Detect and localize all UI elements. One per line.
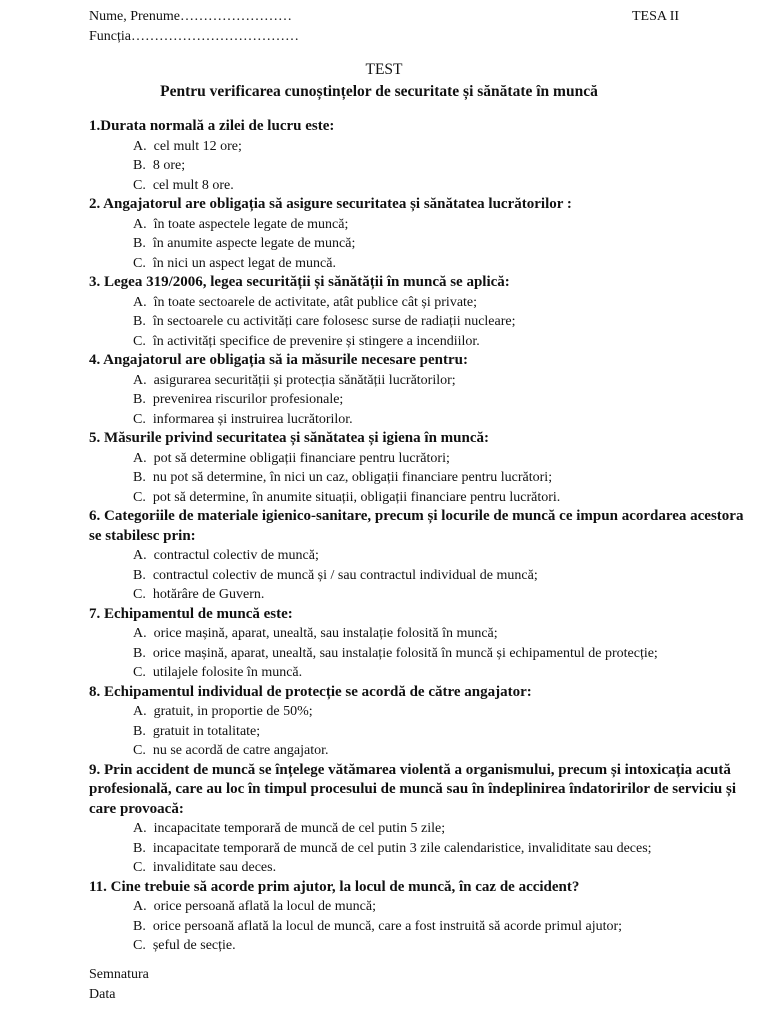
option-letter: B. [133,567,146,583]
option-text: nu pot să determine, în nici un caz, obligații financiare pentru lucrători; [152,470,553,485]
option-letter: C. [133,587,146,602]
option-text: în sectoarele cu activități care folosesc surse de radiații nucleare; [152,314,516,329]
option-text: în anumite aspecte legate de muncă; [152,236,356,251]
option-letter: A. [133,548,147,563]
option-text: nu se acordă de catre angajator. [152,743,329,758]
option-letter: A. [133,821,147,836]
option-text: contractul colectiv de muncă și / sau contractul individual de muncă; [152,567,538,583]
question-block [89,351,754,429]
question-text: 7. Echipamentul de muncă este: [89,605,293,622]
question-text: 5. Măsurile privind securitatea și sănătatea și igiena în muncă: [89,430,489,446]
option-text: 8 ore; [152,158,186,173]
date-label: Data [89,987,116,1002]
question-text: 11. Cine trebuie să acorde prim ajutor, la locul de muncă, în caz de accident? [89,878,580,895]
option-letter: B. [133,236,146,251]
answer-option [133,663,754,683]
answer-option [133,566,754,586]
option-letter: A. [133,294,147,310]
option-letter: B. [133,158,146,173]
question-block [89,429,754,507]
option-letter: C. [133,177,146,193]
option-text: orice mașină, aparat, unealtă, sau instalație folosită în muncă; [153,626,498,641]
option-letter: A. [133,372,147,388]
option-text: invaliditate sau deces. [152,860,277,875]
question-list [89,117,754,956]
option-text: incapacitate temporară de muncă de cel putin 5 zile; [153,821,446,836]
option-letter: C. [133,743,146,758]
option-text: pot să determine, în anumite situații, obligații financiare pentru lucrători. [152,489,561,505]
option-text: gratuit, in proportie de 50%; [153,704,313,719]
option-text: în nici un aspect legat de muncă. [152,255,336,271]
option-letter: A. [133,216,147,232]
question-block [89,683,754,761]
option-text: incapacitate temporară de muncă de cel putin 3 zile calendaristice, invaliditate sau deces; [152,840,652,856]
answer-option [133,390,754,410]
question-block [89,117,754,195]
name-field-line: Nume, Prenume…………………… [89,9,292,24]
option-letter: C. [133,938,146,953]
question-text: 9. Prin accident de muncă se înțelege vătămarea violentă a organismului, precum și intoxicația acută profesională, care au loc în timpul procesului de muncă sau în îndeplinirea îndatoririlor de serviciu și care provoacă: [89,761,736,817]
answer-option [133,722,754,742]
option-letter: B. [133,840,146,856]
answer-option [133,468,754,488]
option-text: șeful de secție. [152,938,236,953]
answer-option [133,156,754,176]
question-text: 2. Angajatorul are obligația să asigure securitatea și sănătatea lucrătorilor : [89,196,572,212]
answer-option [133,410,754,430]
question-block [89,195,754,273]
answer-option [133,215,754,235]
option-letter: A. [133,138,147,154]
option-letter: A. [133,704,147,719]
answer-option [133,644,754,664]
answer-option [133,858,754,878]
option-text: pot să determine obligații financiare pentru lucrători; [153,450,450,466]
answer-option [133,254,754,274]
option-text: orice persoană aflată la locul de muncă, care a fost instruită să acorde primul ajutor; [152,918,623,934]
signature-label: Semnatura [89,967,149,982]
option-text: asigurarea securității și protecția sănătății lucrătorilor; [153,372,456,388]
option-letter: C. [133,489,146,505]
answer-option [133,702,754,722]
question-text: 1.Durata normală a zilei de lucru este: [89,118,335,134]
question-text: 4. Angajatorul are obligația să ia măsurile necesare pentru: [89,352,468,368]
option-text: orice mașină, aparat, unealtă, sau instalație folosită în muncă și echipamentul de protecție; [152,645,658,661]
answer-option [133,585,754,605]
answer-option [133,917,754,937]
option-letter: A. [133,450,147,466]
option-text: cel mult 12 ore; [153,138,242,154]
answer-option [133,234,754,254]
answer-option [133,897,754,917]
question-text: 3. Legea 319/2006, legea securității și sănătății în muncă se aplică: [89,274,510,290]
option-letter: B. [133,392,146,407]
answer-option [133,293,754,313]
option-letter: B. [133,723,146,739]
question-block [89,507,754,605]
answer-option [133,488,754,508]
option-text: orice persoană aflată la locul de muncă; [153,899,376,914]
option-letter: C. [133,255,146,271]
option-text: contractul colectiv de muncă; [153,548,319,563]
answer-option [133,312,754,332]
option-text: în toate aspectele legate de muncă; [153,216,349,232]
option-text: hotărâre de Guvern. [152,587,265,602]
answer-option [133,176,754,196]
answer-option [133,371,754,391]
question-block [89,761,754,878]
answer-option [133,819,754,839]
option-letter: C. [133,333,146,349]
option-letter: C. [133,665,146,680]
option-text: în toate sectoarele de activitate, atât publice cât și private; [153,294,478,310]
answer-option [133,839,754,859]
answer-option [133,332,754,352]
option-text: gratuit in totalitate; [152,723,261,739]
option-text: cel mult 8 ore. [152,177,234,193]
document-title: TEST [365,61,403,78]
question-text: 6. Categoriile de materiale igienico-sanitare, precum și locurile de muncă ce impun acordarea acestora se stabilesc prin: [89,508,744,544]
option-letter: C. [133,411,146,427]
answer-option [133,546,754,566]
option-letter: B. [133,470,146,485]
answer-option [133,137,754,157]
answer-option [133,936,754,956]
answer-option [133,449,754,469]
series-label: TESA II [632,9,680,24]
option-letter: A. [133,626,147,641]
option-letter: C. [133,860,146,875]
document-subtitle: Pentru verificarea cunoștințelor de securitate și sănătate în muncă [160,83,598,100]
question-block [89,878,754,956]
option-text: prevenirea riscurilor profesionale; [152,392,344,407]
option-text: informarea și instruirea lucrătorilor. [152,411,353,427]
answer-option [133,624,754,644]
option-letter: B. [133,314,146,329]
option-text: utilajele folosite în muncă. [152,665,303,680]
answer-option [133,741,754,761]
option-letter: B. [133,918,146,934]
option-letter: A. [133,899,147,914]
role-field-line: Funcția……………………………… [89,29,299,44]
option-letter: B. [133,645,146,661]
question-text: 8. Echipamentul individual de protecție se acordă de către angajator: [89,683,532,700]
option-text: în activități specifice de prevenire și stingere a incendiilor. [152,333,480,349]
question-block [89,273,754,351]
question-block [89,605,754,683]
